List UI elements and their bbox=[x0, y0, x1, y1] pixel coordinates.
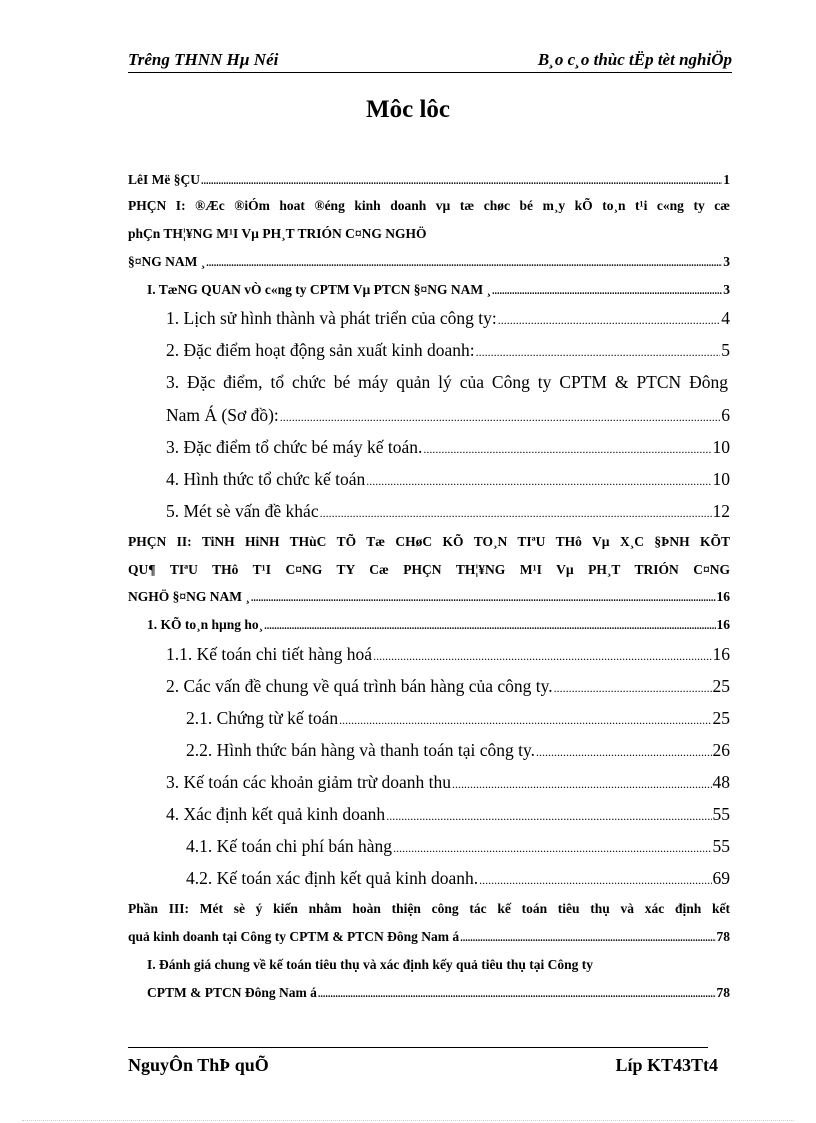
toc-page-number: 1 bbox=[723, 172, 730, 187]
page-title: Môc lôc bbox=[366, 96, 450, 123]
toc-entry-text: Nam Á (Sơ đồ): bbox=[166, 405, 279, 425]
toc-leader-dots bbox=[339, 713, 711, 728]
toc-page-number: 3 bbox=[723, 254, 730, 269]
toc-leader-dots bbox=[476, 345, 721, 360]
toc-entry-sub-1-1[interactable] bbox=[166, 644, 730, 665]
toc-entry-item-5[interactable] bbox=[166, 501, 730, 522]
header-school: Trêng THNN Hµ Néi bbox=[128, 50, 279, 69]
toc-leader-dots bbox=[554, 681, 712, 696]
toc-entry-text: 5. Mét sè vấn đề khác bbox=[166, 501, 319, 521]
header-report-title: B¸o c¸o thùc tËp tèt nghiÖp bbox=[537, 50, 732, 69]
toc-leader-dots bbox=[373, 649, 711, 664]
toc-entry-text: NGHÖ §¤NG NAM ¸ bbox=[128, 589, 250, 604]
toc-entry-text: 4. Hình thức tổ chức kế toán bbox=[166, 469, 366, 489]
toc-entry-text: LêI Më §ÇU bbox=[128, 172, 200, 187]
toc-entry-sub-3[interactable] bbox=[166, 772, 730, 793]
toc-entry-text: 4.1. Kế toán chi phí bán hàng bbox=[186, 836, 393, 856]
toc-page-number: 69 bbox=[712, 868, 730, 888]
toc-entry-text: 1.1. Kế toán chi tiết hàng hoá bbox=[166, 644, 373, 664]
toc-entry-sub-4[interactable] bbox=[166, 804, 730, 825]
toc-page-number: 26 bbox=[712, 740, 730, 760]
toc-entry-text: quả kinh doanh tại Công ty CPTM & PTCN Đông Nam á bbox=[128, 929, 460, 944]
toc-leader-dots bbox=[460, 933, 715, 944]
toc-page-number: 3 bbox=[723, 282, 730, 297]
toc-page-number: 48 bbox=[712, 772, 730, 792]
toc-entry-part2[interactable] bbox=[128, 589, 730, 605]
toc-entry-text: 2. Đặc điểm hoạt động sản xuất kinh doanh: bbox=[166, 340, 475, 360]
toc-entry-item-3b[interactable] bbox=[166, 437, 730, 458]
toc-leader-dots bbox=[264, 621, 715, 632]
toc-leader-dots bbox=[423, 442, 711, 457]
toc-entry-item-1[interactable] bbox=[166, 308, 730, 329]
toc-leader-dots bbox=[251, 593, 716, 604]
toc-entry-text: 4. Xác định kết quả kinh doanh bbox=[166, 804, 386, 824]
toc-entry-sub-2[interactable] bbox=[166, 676, 730, 697]
toc-page-number: 55 bbox=[712, 804, 730, 824]
toc-entry-sub-4-1[interactable] bbox=[186, 836, 730, 857]
toc-part2-line1[interactable]: PHÇN II: TiNH HiNH THùC TÕ Tæ CHøC KÕ TO¸N TIªU THô Vµ X¸C §ÞNH KÕT bbox=[128, 534, 730, 549]
toc-leader-dots bbox=[536, 745, 711, 760]
footer-class: Líp KT43Tt4 bbox=[615, 1055, 718, 1075]
toc-page-number: 5 bbox=[721, 340, 730, 360]
footer-rule bbox=[128, 1047, 708, 1048]
toc-sec3-line1[interactable]: I. Đánh giá chung về kế toán tiêu thụ và xác định kếy quả tiêu thụ tại Công ty bbox=[147, 957, 593, 972]
toc-page-number: 78 bbox=[716, 929, 730, 944]
toc-entry-section-3[interactable] bbox=[147, 985, 730, 1001]
toc-page-number: 10 bbox=[712, 469, 730, 489]
toc-entry-text: 4.2. Kế toán xác định kết quả kinh doanh. bbox=[186, 868, 479, 888]
toc-page-number: 6 bbox=[721, 405, 730, 425]
toc-entry-item-4[interactable] bbox=[166, 469, 730, 490]
toc-item-3-line1[interactable]: 3. Đặc điểm, tổ chức bé máy quản lý của Công ty CPTM & PTCN Đông bbox=[166, 372, 728, 392]
toc-entry-sub-2-2[interactable] bbox=[186, 740, 730, 761]
toc-entry-text: 2.1. Chứng từ kế toán bbox=[186, 708, 339, 728]
toc-page-number: 16 bbox=[712, 644, 730, 664]
toc-entry-text: 1. KÕ to¸n hµng ho¸ bbox=[147, 617, 264, 632]
toc-leader-dots bbox=[318, 989, 716, 1000]
toc-entry-text: 2.2. Hình thức bán hàng và thanh toán tại công ty. bbox=[186, 740, 536, 760]
toc-part3-line1[interactable]: Phần III: Mét sè ý kiến nhằm hoàn thiện công tác kế toán tiêu thụ và xác định kết bbox=[128, 901, 730, 916]
toc-leader-dots bbox=[206, 258, 722, 269]
toc-leader-dots bbox=[498, 313, 721, 328]
toc-page-number: 16 bbox=[716, 589, 730, 604]
toc-entry-part3[interactable] bbox=[128, 929, 730, 945]
toc-entry-text: 1. Lịch sử hình thành và phát triển của công ty: bbox=[166, 308, 497, 328]
toc-page-number: 12 bbox=[712, 501, 730, 521]
toc-page-number: 16 bbox=[716, 617, 730, 632]
toc-entry-section-1[interactable] bbox=[147, 282, 730, 298]
toc-entry-text: §¤NG NAM ¸ bbox=[128, 254, 206, 269]
toc-entry-intro[interactable] bbox=[128, 172, 730, 188]
toc-page-number: 10 bbox=[712, 437, 730, 457]
header-rule bbox=[128, 72, 732, 73]
toc-entry-text: 2. Các vấn đề chung về quá trình bán hàng của công ty. bbox=[166, 676, 553, 696]
toc-entry-sub-2-1[interactable] bbox=[186, 708, 730, 729]
toc-page-number: 78 bbox=[716, 985, 730, 1000]
toc-leader-dots bbox=[452, 777, 711, 792]
toc-entry-section-1b[interactable] bbox=[147, 617, 730, 633]
toc-page-number: 25 bbox=[712, 708, 730, 728]
toc-page-number: 25 bbox=[712, 676, 730, 696]
toc-part1-line1[interactable]: PHÇN I: ®Æc ®iÓm hoat ®éng kinh doanh vµ tæ chøc bé m¸y kÕ to¸n t¹i c«ng ty cæ bbox=[128, 198, 730, 213]
toc-entry-item-2[interactable] bbox=[166, 340, 730, 361]
toc-part1-line2[interactable]: phÇn TH¦¥NG M¹I Vµ PH¸T TRIÓN C¤NG NGHÖ bbox=[128, 226, 427, 241]
toc-leader-dots bbox=[393, 841, 711, 856]
toc-leader-dots bbox=[479, 873, 711, 888]
toc-leader-dots bbox=[386, 809, 711, 824]
toc-page-number: 55 bbox=[712, 836, 730, 856]
toc-entry-text: 3. Kế toán các khoản giảm trừ doanh thu bbox=[166, 772, 452, 792]
toc-entry-text: CPTM & PTCN Đông Nam á bbox=[147, 985, 317, 1000]
toc-leader-dots bbox=[280, 410, 720, 425]
toc-leader-dots bbox=[201, 176, 722, 187]
footer-author: NguyÔn ThÞ quÕ bbox=[128, 1055, 269, 1075]
toc-entry-text: I. TæNG QUAN vÒ c«ng ty CPTM Vµ PTCN §¤NG NAM ¸ bbox=[147, 282, 492, 297]
toc-part2-line2[interactable]: QU¶ TIªU THô T¹I C¤NG TY Cæ PHÇN TH¦¥NG M¹I Vµ PH¸T TRIÓN C¤NG bbox=[128, 562, 730, 577]
toc-leader-dots bbox=[492, 286, 722, 297]
toc-entry-text: 3. Đặc điểm tổ chức bé máy kế toán. bbox=[166, 437, 423, 457]
toc-page-number: 4 bbox=[721, 308, 730, 328]
toc-entry-part1[interactable] bbox=[128, 254, 730, 270]
toc-leader-dots bbox=[366, 474, 711, 489]
page-bottom-border bbox=[22, 1120, 794, 1121]
toc-entry-item-3[interactable] bbox=[166, 405, 730, 426]
toc-leader-dots bbox=[320, 506, 712, 521]
toc-entry-sub-4-2[interactable] bbox=[186, 868, 730, 889]
